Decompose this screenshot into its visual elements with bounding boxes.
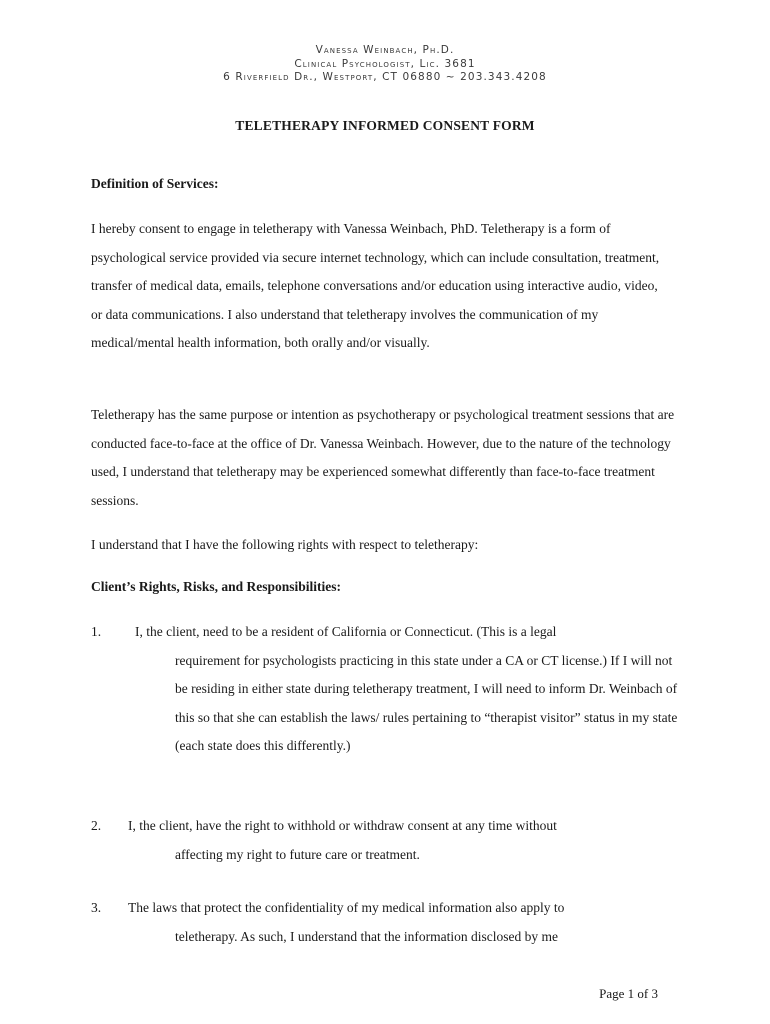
rights-heading: Client’s Rights, Risks, and Responsibilities: <box>91 579 342 594</box>
list-item-first-line: I, the client, need to be a resident of California or Connecticut. (This is a legal <box>135 624 557 639</box>
list-item-continuation: teletherapy. As such, I understand that the information disclosed by me <box>175 928 559 944</box>
list-item-first-line: I, the client, have the right to withhold or withdraw consent at any time without <box>128 818 557 833</box>
paragraph-purpose: Teletherapy has the same purpose or intention as psychotherapy or psychological treatment sessions that are conducted face-to-face at the office of Dr. Vanessa Weinbach. However, due to the nature of the technology used, I understand that teletherapy may be experienced somewhat differently than face-to-face treatment sessions. <box>91 407 675 508</box>
form-title: TELETHERAPY INFORMED CONSENT FORM <box>235 118 535 133</box>
list-item-continuation: requirement for psychologists practicing in this state under a CA or CT license.) If I will not be residing in either state during teletherapy treatment, I will need to inform Dr. Weinbach of this so that she can establish the laws/ rules pertaining to “therapist visitor” status in my state (each state does this differently.) <box>175 652 678 753</box>
definition-heading: Definition of Services: <box>91 176 219 191</box>
letterhead-license: Clinical Psychologist, Lic. 3681 <box>294 57 476 70</box>
letterhead-name: Vanessa Weinbach, Ph.D. <box>315 44 455 56</box>
list-item-first-line: The laws that protect the confidentiality of my medical information also apply to <box>128 900 565 915</box>
list-item-number: 3. <box>91 900 102 915</box>
list-item-continuation: affecting my right to future care or treatment. <box>175 846 420 862</box>
paragraph-consent: I hereby consent to engage in teletherapy with Vanessa Weinbach, PhD. Teletherapy is a form of psychological service provided via secure internet technology, which can include consultation, treatment, transfer of medical data, emails, telephone conversations and/or education using interactive audio, video, or data communications. I also understand that teletherapy involves the communication of my medical/mental health information, both orally and/or visually. <box>91 221 660 350</box>
list-item-number: 1. <box>91 624 102 639</box>
list-item-number: 2. <box>91 818 102 833</box>
page-number: Page 1 of 3 <box>599 986 658 1001</box>
letterhead <box>0 44 770 85</box>
paragraph-rights-intro: I understand that I have the following rights with respect to teletherapy: <box>91 537 479 552</box>
letterhead-address: 6 Riverfield Dr., Westport, CT 06880 ~ 203.343.4208 <box>223 71 547 83</box>
